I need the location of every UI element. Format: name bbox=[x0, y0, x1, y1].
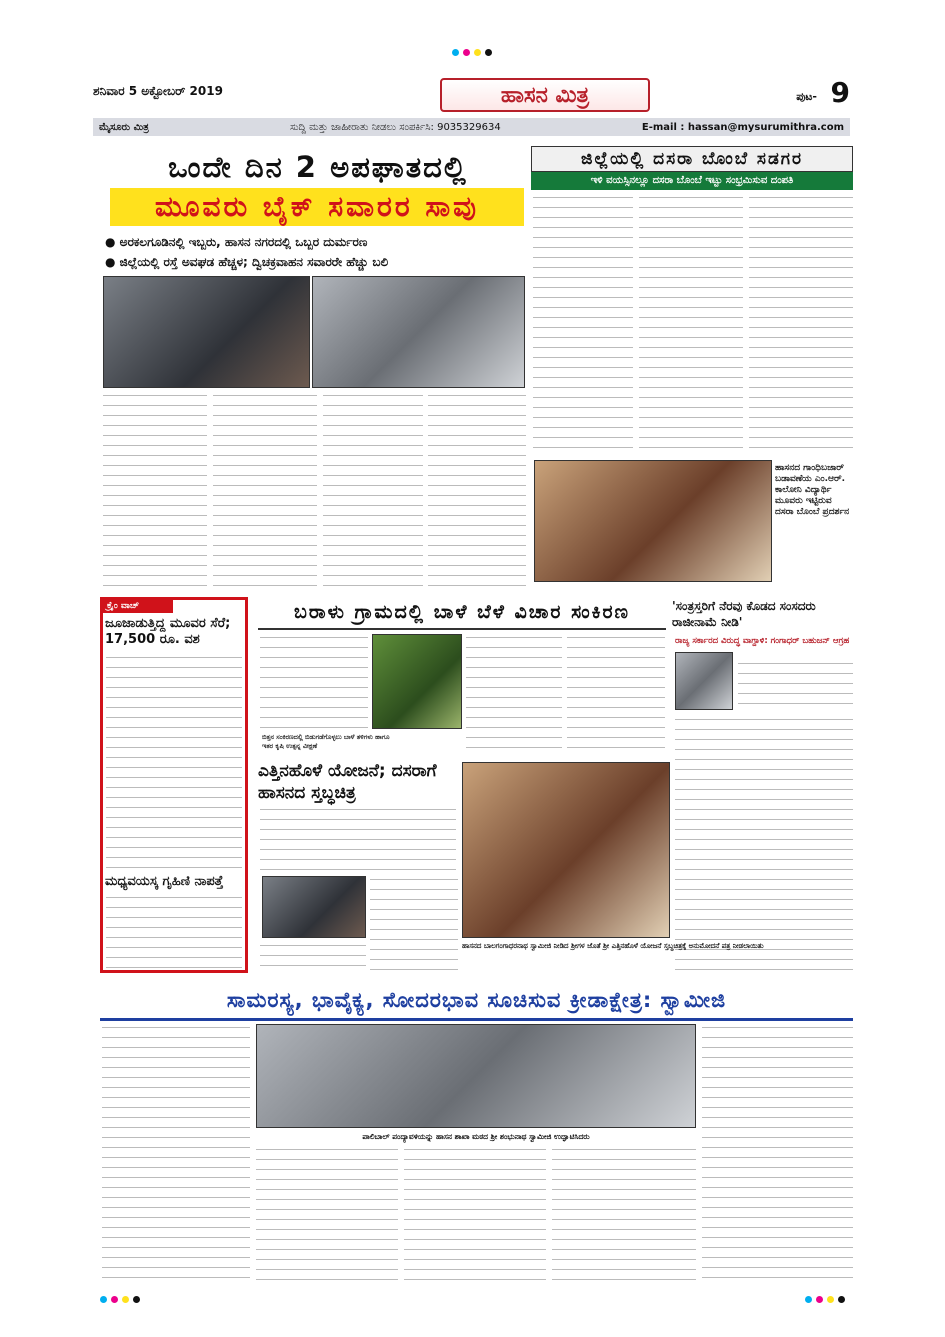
banana-photo-caption: ಬಿತ್ತನ ಸಂಕಿರಣದಲ್ಲಿ ಬಿಡುಗಡೆಗೊಳ್ಳಲು ಬಾಳೆ ತಳಿಗಳು ಹಾಗೂ ಇತರ ಕೃಷಿ ಉತ್ಪನ್ನ ವೀಕ್ಷಣೆ bbox=[262, 733, 390, 750]
crime-body-1 bbox=[106, 654, 242, 868]
page-label: ಪುಟ- bbox=[796, 90, 817, 103]
sports-body-col-1 bbox=[102, 1024, 250, 1286]
lead-body-col-1 bbox=[103, 392, 207, 590]
banana-body-col-1 bbox=[260, 634, 368, 730]
registration-marks-top bbox=[452, 49, 492, 56]
crime-body-2 bbox=[106, 894, 242, 968]
lead-bullet: ● ಅರಕಲಗೂಡಿನಲ್ಲಿ ಇಬ್ಬರು, ಹಾಸನ ನಗರದಲ್ಲಿ ಒಬ್ಬರ ದುರ್ಮರಣ bbox=[105, 232, 525, 252]
page-number: 9 bbox=[830, 76, 850, 109]
registration-marks-left bbox=[100, 1296, 140, 1303]
politics-body-col-2 bbox=[675, 716, 853, 972]
accident-bike-photo bbox=[103, 276, 310, 388]
crime-headline-1: ಜೂಜಾಡುತ್ತಿದ್ದ ಮೂವರ ಸೆರೆ; 17,500 ರೂ. ವಶ bbox=[105, 616, 231, 647]
dasara-body-col-1 bbox=[533, 194, 633, 456]
ettinahole-body-col-1 bbox=[260, 806, 456, 872]
ettinahole-headline: ಎತ್ತಿನಹೊಳೆ ಯೋಜನೆ; ದಸರಾಗೆ ಹಾಸನದ ಸ್ತಬ್ಧಚಿತ್ರ bbox=[258, 761, 437, 803]
lead-bullet: ● ಜಿಲ್ಲೆಯಲ್ಲಿ ರಸ್ತೆ ಅವಘಡ ಹೆಚ್ಚಳ; ದ್ವಿಚಕ್ರವಾಹನ ಸವಾರರೇ ಹೆಚ್ಚು ಬಲಿ bbox=[105, 252, 525, 272]
ettinahole-body-col-2 bbox=[370, 876, 458, 972]
politics-body-col-1 bbox=[738, 660, 853, 712]
sports-headline: ಸಾಮರಸ್ಯ, ಭಾವೈಕ್ಯ, ಸೋದರಭಾವ ಸೂಚಿಸುವ ಕ್ರೀಡಾಕ್ಷೇತ್ರ: ಸ್ವಾಮೀಜಿ bbox=[226, 988, 727, 1012]
accident-crowd-photo bbox=[312, 276, 525, 388]
ettinahole-photo-caption: ಹಾಸನದ ಬಾಲಗಂಗಾಧರನಾಥ ಸ್ವಾಮೀಜಿ ನೀಡಿದ ಶ್ರೀಗಳ ಜೊತೆ ಶ್ರೀ ಎತ್ತಿನಹೊಳೆ ಯೋಜನೆ ಸ್ತಬ್ಧಚಿತ್ರಕ್ಕೆ ಅನುಮೋದನೆ ಪತ್ರ ನೀಡಲಾಯಿತು bbox=[462, 942, 764, 950]
banana-headline: ಬರಾಳು ಗ್ರಾಮದಲ್ಲಿ ಬಾಳೆ ಬೆಳೆ ವಿಚಾರ ಸಂಕಿರಣ bbox=[293, 601, 631, 623]
sports-body-col-4 bbox=[552, 1146, 696, 1286]
lead-headline-line-2: ಮೂವರು ಬೈಕ್ ಸವಾರರ ಸಾವು bbox=[110, 188, 524, 226]
politics-subhead: ರಾಜ್ಯ ಸರ್ಕಾರದ ವಿರುದ್ಧ ವಾಗ್ದಾಳಿ: ಗಂಗಾಧರ್ ಬಹುಜನ್ ಆಗ್ರಹ bbox=[675, 636, 850, 646]
dasara-body-col-3 bbox=[749, 194, 853, 456]
politics-headline: 'ಸಂತ್ರಸ್ತರಿಗೆ ನೆರವು ಕೊಡದ ಸಂಸದರು ರಾಜೀನಾಮೆ ನೀಡಿ' bbox=[672, 599, 816, 629]
banana-body-col-2 bbox=[466, 634, 562, 754]
lead-body-col-3 bbox=[323, 392, 423, 590]
masthead-info-bar bbox=[93, 118, 850, 136]
banana-body-col-3 bbox=[567, 634, 665, 754]
lead-headline-line-1: ಒಂದೇ ದಿನ 2 ಅಪಘಾತದಲ್ಲಿ bbox=[168, 150, 468, 184]
lead-body-col-2 bbox=[213, 392, 317, 590]
edition-name: ಮೈಸೂರು ಮಿತ್ರ bbox=[99, 121, 149, 133]
dasara-headline: ಜಿಲ್ಲೆಯಲ್ಲಿ ದಸರಾ ಬೊಂಬೆ ಸಡಗರ bbox=[531, 146, 853, 172]
email-line: E-mail : hassan@mysurumithra.com bbox=[641, 121, 844, 133]
issue-date: ಶನಿವಾರ 5 ಅಕ್ಟೋಬರ್ 2019 bbox=[93, 84, 223, 98]
sports-ceremony-photo bbox=[256, 1024, 696, 1128]
dasara-body-col-2 bbox=[639, 194, 743, 456]
lead-body-col-4 bbox=[428, 392, 526, 590]
ettinahole-event-photo bbox=[462, 762, 670, 938]
sports-headline-rule bbox=[100, 1018, 853, 1021]
sports-body-col-5 bbox=[702, 1024, 853, 1286]
ettinahole-dam-photo bbox=[262, 876, 366, 938]
banana-plant-photo bbox=[372, 634, 462, 729]
crime-watch-tag: ಕ್ರೈಂ ವಾಚ್ bbox=[103, 600, 173, 613]
dasara-photo-caption: ಹಾಸನದ ಗಾಂಧಿಬಜಾರ್ ಬಡಾವಣೆಯ ಎಂ.ಆರ್. ಕಾಲೋನಿ ವಿದ್ಯಾರ್ಥಿ ಮೂವರು ಇಟ್ಟಿರುವ ದಸರಾ ಬೊಂಬೆ ಪ್ರದರ್ಶನ bbox=[775, 463, 850, 517]
contact-line: ಸುದ್ದಿ ಮತ್ತು ಜಾಹೀರಾತು ನೀಡಲು ಸಂಪರ್ಕಿಸಿ: 9035329634 bbox=[290, 121, 501, 133]
politics-portrait-photo bbox=[675, 652, 733, 710]
sports-body-col-3 bbox=[404, 1146, 546, 1286]
registration-marks-right bbox=[805, 1296, 845, 1303]
lead-bullets bbox=[105, 232, 525, 272]
sports-photo-caption: ಪಾಲಿಬಾಲ್ ಪಂದ್ಯಾವಳಿಯನ್ನು ಹಾಸನ ಶಾಖಾ ಮಠದ ಶ್ರೀ ಶಂಭುನಾಥ ಸ್ವಾಮೀಜಿ ಉದ್ಘಾಟಿಸಿದರು bbox=[362, 1132, 590, 1141]
masthead-logo: ಹಾಸನ ಮಿತ್ರ bbox=[440, 78, 650, 112]
dasara-subhead: ಇಳಿ ವಯಸ್ಸಿನಲ್ಲೂ ದಸರಾ ಬೊಂಬೆ ಇಟ್ಟು ಸಂಭ್ರಮಿಸುವ ದಂಪತಿ bbox=[531, 172, 853, 190]
ettinahole-body-col-3 bbox=[260, 942, 366, 972]
banana-headline-rule bbox=[258, 628, 666, 630]
sports-body-col-2 bbox=[256, 1146, 398, 1286]
dasara-dolls-photo bbox=[534, 460, 772, 582]
crime-headline-2: ಮಧ್ಯವಯಸ್ಕ ಗೃಹಿಣಿ ನಾಪತ್ತೆ bbox=[105, 874, 224, 889]
